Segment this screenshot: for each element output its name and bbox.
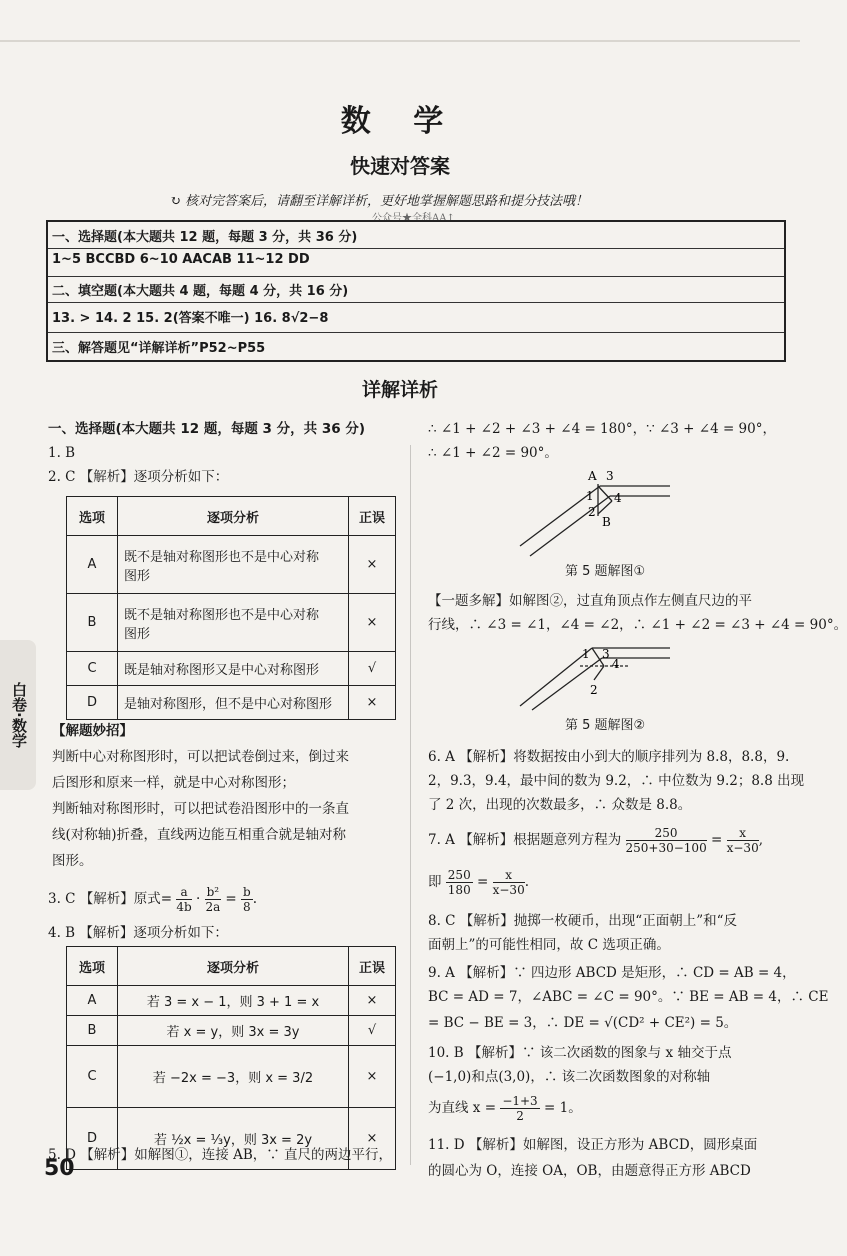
answer-sec3-title: 三、解答题见“详解详析”P52~P55	[52, 341, 266, 356]
table-cell: √	[349, 652, 396, 686]
numerator: x	[493, 868, 525, 883]
table-cell: B	[67, 594, 118, 652]
q5-continued-line: ∴ ∠1 + ∠2 = 90°。	[428, 445, 558, 461]
table-header: 正误	[349, 947, 396, 986]
tip-line: 判断中心对称图形时，可以把试卷倒过来，倒过来	[52, 749, 349, 765]
table-cell: D	[67, 686, 118, 720]
page-title: 数 学	[340, 104, 460, 139]
table-cell	[118, 594, 349, 652]
numerator: 250	[447, 868, 471, 882]
cell-line: 图形	[124, 568, 151, 584]
answer-q10-line	[428, 1094, 582, 1123]
table-header: 逐项分析	[118, 497, 349, 536]
table-cell: ×	[349, 1108, 396, 1170]
divider	[48, 332, 784, 333]
quick-answer-box	[46, 220, 786, 362]
table-row	[67, 536, 396, 594]
answer-q10-line: (−1,0)和点(3,0)，∴ 该二次函数图象的对称轴	[428, 1069, 711, 1085]
answer-q9-line: 9. A 【解析】∵ 四边形 ABCD 是矩形，∴ CD = AB = 4，	[428, 965, 796, 981]
answer-q10-line: 10. B 【解析】∵ 该二次函数的图象与 x 轴交于点	[428, 1045, 732, 1061]
table-header: 选项	[67, 947, 118, 986]
q3-prefix: 3. C 【解析】原式=	[48, 891, 173, 907]
divider	[48, 248, 784, 249]
answer-sec2-values: 13. > 14. 2 15. 2(答案不唯一) 16. 8√2−8	[52, 311, 329, 326]
denominator: x−30	[726, 841, 759, 855]
multi-solution-line: 行线，∴ ∠3 = ∠1，∠4 = ∠2，∴ ∠1 + ∠2 = ∠3 + ∠4 = 90°。	[428, 617, 847, 633]
analysis-table-q4	[66, 946, 396, 1170]
label-4: 4	[614, 491, 622, 505]
fraction	[626, 826, 707, 855]
table-cell: √	[349, 1016, 396, 1046]
label-2: 2	[590, 683, 598, 697]
section-title-quick-answers: 快速对答案	[350, 154, 450, 178]
answer-sec1-values: 1~5 BCCBD 6~10 AACAB 11~12 DD	[52, 252, 310, 267]
answer-q11-line: 11. D 【解析】如解图，设正方形为 ABCD，圆形桌面	[428, 1137, 758, 1153]
table-row	[67, 652, 396, 686]
table-row	[67, 986, 396, 1016]
q10-prefix: 为直线 x =	[428, 1100, 497, 1116]
label-A: A	[588, 469, 597, 483]
answer-sec1-title: 一、选择题(本大题共 12 题，每题 3 分，共 36 分)	[52, 230, 358, 245]
table-cell: 若 x = y，则 3x = 3y	[118, 1016, 349, 1046]
fraction	[205, 885, 222, 914]
answer-q4: 4. B 【解析】逐项分析如下：	[48, 925, 228, 941]
table-header: 逐项分析	[118, 947, 349, 986]
table-cell: ×	[349, 594, 396, 652]
label-1: 1	[586, 489, 594, 503]
label-2: 2	[588, 505, 596, 519]
denominator: x−30	[492, 883, 525, 897]
answer-q7-continued: 即 $\frac{250}{180}$ = $\frac{x}{x-30}$ .	[428, 868, 529, 897]
figure-q5-solution-1	[520, 466, 680, 556]
label-3: 3	[606, 469, 614, 483]
table-row	[67, 686, 396, 720]
q5-continued-line: ∴ ∠1 + ∠2 + ∠3 + ∠4 = 180°，∵ ∠3 + ∠4 = 90°，	[428, 421, 776, 437]
tip-line: 后图形和原来一样，就是中心对称图形；	[52, 775, 295, 791]
table-header: 正误	[349, 497, 396, 536]
triangle-side	[598, 486, 612, 501]
table-cell: ×	[349, 536, 396, 594]
answer-q9-line: BC = AD = 7，∠ABC = ∠C = 90°。∵ BE = AB = 4，∴ CE	[428, 989, 829, 1005]
side-tab-label: 白卷·数学	[0, 640, 36, 790]
label-B: B	[602, 515, 611, 529]
answer-q2: 2. C 【解析】逐项分析如下：	[48, 469, 229, 485]
fraction	[176, 885, 191, 914]
cell-line: 既不是轴对称图形也不是中心对称	[124, 549, 320, 565]
table-cell: 是轴对称图形，但不是中心对称图形	[118, 686, 349, 720]
table-cell: ×	[349, 1046, 396, 1108]
tip-line: 判断轴对称图形时，可以把试卷沿图形中的一条直	[52, 801, 349, 817]
section-title-details: 详解详析	[361, 379, 438, 401]
denominator: 8	[243, 900, 251, 914]
table-cell: ×	[349, 686, 396, 720]
numerator: x	[727, 826, 759, 841]
cell-line: 图形	[124, 626, 151, 642]
numerator: −1+3	[502, 1094, 538, 1108]
hint-text: ↻ 核对完答案后，请翻至详解详析，更好地掌握解题思路和提分技法哦！	[170, 194, 589, 209]
answer-q6-line: 了 2 次，出现的次数最多，∴ 众数是 8.8。	[428, 797, 692, 813]
answer-q11-line: 的圆心为 O，连接 OA，OB，由题意得正方形 ABCD	[428, 1163, 751, 1179]
table-cell: D	[67, 1108, 118, 1170]
fraction	[727, 826, 759, 855]
divider	[48, 276, 784, 277]
analysis-table-q2	[66, 496, 396, 720]
table-cell: 若 −2x = −3，则 x = 3/2	[118, 1046, 349, 1108]
table-cell: 若 3 = x − 1，则 3 + 1 = x	[118, 986, 349, 1016]
answer-q8-line: 8. C 【解析】抛掷一枚硬币，出现“正面朝上”和“反	[428, 913, 737, 929]
numerator: b	[243, 885, 251, 899]
table-row	[67, 1016, 396, 1046]
denominator: 180	[447, 883, 471, 897]
table-cell: C	[67, 1046, 118, 1108]
answer-q3: 3. C 【解析】原式= $\frac{a}{4b}$ · $\frac{\text{b²}}{2a}$ = $\frac{b}{8}$ .	[48, 885, 257, 914]
figure-q5-solution-2	[520, 636, 680, 710]
tip-line: 图形。	[52, 853, 93, 869]
answer-q1: 1. B	[48, 445, 76, 461]
watermark: 公众号★全科AA↑	[372, 213, 455, 224]
cell-line: 既不是轴对称图形也不是中心对称	[124, 607, 320, 623]
table-cell: ×	[349, 986, 396, 1016]
answer-q6-line: 6. A 【解析】将数据按由小到大的顺序排列为 8.8，8.8，9.	[428, 749, 790, 765]
label-3: 3	[602, 647, 610, 661]
column-divider	[410, 445, 411, 1165]
table-header: 选项	[67, 497, 118, 536]
table-cell: 若 ½x = ⅓y，则 3x = 2y	[118, 1108, 349, 1170]
tip-line: 线(对称轴)折叠，直线两边能互相重合就是轴对称	[52, 827, 347, 843]
answer-q9-line: = BC − BE = 3，∴ DE = √(CD² + CE²) = 5。	[428, 1015, 738, 1031]
figure-caption: 第 5 题解图①	[565, 564, 646, 579]
answer-q5: 5. D 【解析】如解图①，连接 AB，∵ 直尺的两边平行，	[48, 1147, 393, 1163]
answer-q7: 7. A 【解析】根据题意列方程为 $\frac{250}{250+30-100}$ = $\frac{x}{x-30}$ ,	[428, 826, 763, 855]
q7-prefix: 即	[428, 874, 442, 890]
q10-suffix: = 1。	[544, 1100, 582, 1116]
denominator: 4b	[176, 900, 192, 914]
fraction	[241, 885, 253, 914]
denominator: 2	[516, 1109, 524, 1123]
table-row	[67, 594, 396, 652]
fraction	[500, 1094, 539, 1123]
table-cell	[118, 536, 349, 594]
page-number: 50	[44, 1156, 75, 1181]
table-cell: 既是轴对称图形又是中心对称图形	[118, 652, 349, 686]
answer-q6-line: 2，9.3，9.4，最中间的数为 9.2，∴ 中位数为 9.2；8.8 出现	[428, 773, 805, 789]
answer-q8-line: 面朝上”的可能性相同，故 C 选项正确。	[428, 937, 670, 953]
tip-title: 【解题妙招】	[52, 723, 133, 739]
top-rule	[0, 40, 800, 42]
label-4: 4	[612, 657, 620, 671]
triangle-side	[594, 666, 604, 680]
numerator: 250	[626, 826, 707, 841]
divider	[48, 302, 784, 303]
q7-prefix: 7. A 【解析】根据题意列方程为	[428, 832, 622, 848]
fraction	[446, 868, 473, 897]
table-cell: B	[67, 1016, 118, 1046]
table-cell: C	[67, 652, 118, 686]
numerator: b²	[206, 885, 220, 899]
figure-caption: 第 5 题解图②	[565, 718, 646, 733]
denominator: 2a	[205, 900, 221, 914]
table-row	[67, 1046, 396, 1108]
table-cell: A	[67, 986, 118, 1016]
numerator: a	[176, 885, 191, 900]
label-1: 1	[582, 647, 590, 661]
fraction	[493, 868, 525, 897]
table-cell: A	[67, 536, 118, 594]
denominator: 250+30−100	[625, 841, 707, 855]
multi-solution-line: 【一题多解】如解图②，过直角顶点作左侧直尺边的平	[428, 593, 752, 609]
left-section-title: 一、选择题(本大题共 12 题，每题 3 分，共 36 分)	[48, 421, 366, 437]
answer-sec2-title: 二、填空题(本大题共 4 题，每题 4 分，共 16 分)	[52, 284, 349, 299]
